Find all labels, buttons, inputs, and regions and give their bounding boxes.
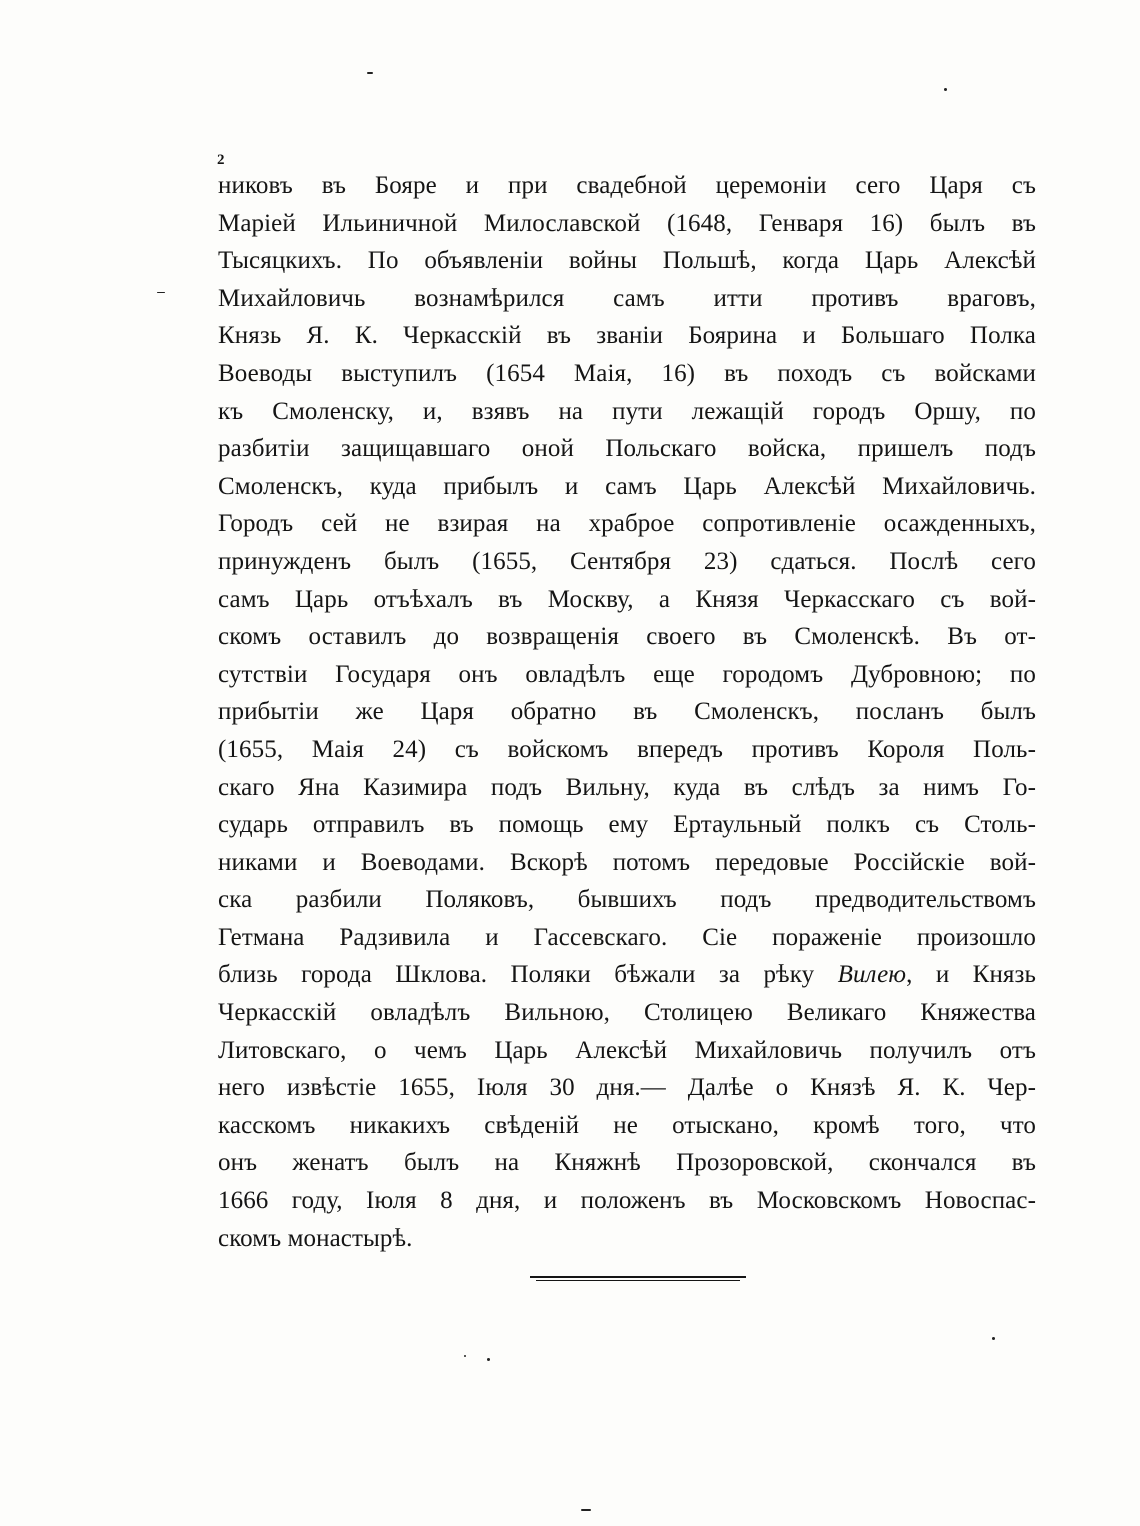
text-line: онъ женатъ былъ на Княжнѣ Прозоровской, скончался въ xyxy=(218,1149,1036,1177)
text-line: Смоленскъ, куда прибылъ и самъ Царь Алексѣй Михайловичь. xyxy=(218,472,1036,500)
text-line: касскомъ никакихъ свѣденій не отыскано, кромѣ того, что xyxy=(218,1111,1036,1139)
text-line: него извѣстіе 1655, Іюля 30 дня.— Далѣе о Князѣ Я. К. Чер- xyxy=(218,1074,1036,1102)
text-line: прибытіи же Царя обратно въ Смоленскъ, посланъ былъ xyxy=(218,698,1036,726)
text-line: разбитіи защищавшаго оной Польскаго войска, пришелъ подъ xyxy=(218,435,1036,463)
scan-speck xyxy=(464,1355,466,1357)
text-line: (1655, Мaія 24) съ войскомъ впередъ противъ Короля Поль- xyxy=(218,735,1036,763)
text-line: Городъ сей не взирая на храброе сопротивленіе осажденныхъ, xyxy=(218,510,1036,538)
text-line: никами и Воеводами. Вскорѣ потомъ передовые Россійскіе вой- xyxy=(218,848,1036,876)
text-line: Князь Я. К. Черкасскій въ званіи Боярина и Большаго Полка xyxy=(218,322,1036,350)
scan-speck xyxy=(581,1509,591,1511)
text-line: Маріей Ильиничной Милославской (1648, Генваря 16) былъ въ xyxy=(218,209,1036,237)
page-number: 2 xyxy=(217,152,225,168)
text-line: сударь отправилъ въ помощь ему Ертаульный полкъ съ Столь- xyxy=(218,811,1036,839)
scan-speck xyxy=(992,1337,995,1340)
scan-speck xyxy=(944,88,947,91)
text-line: никовъ въ Бояре и при свадебной церемоніи сего Царя съ xyxy=(218,172,1036,199)
text-line: принужденъ былъ (1655, Сентября 23) сдаться. Послѣ сего xyxy=(218,547,1036,575)
scan-speck xyxy=(367,72,373,74)
text-line: Черкасскій овладѣлъ Вильною, Столицею Великаго Княжества xyxy=(218,999,1036,1027)
text-line: Тысяцкихъ. По объявленіи войны Польшѣ, когда Царь Алексѣй xyxy=(218,247,1036,275)
text-line: сутствіи Государя онъ овладѣлъ еще городомъ Дубровною; по xyxy=(218,660,1036,688)
text-line: къ Смоленску, и, взявъ на пути лежащій городъ Оршу, по xyxy=(218,397,1036,425)
text-line: Гетмана Радзивила и Гассевскаго. Сіе пораженіе произошло xyxy=(218,923,1036,951)
text-line: Воеводы выступилъ (1654 Мaія, 16) въ походъ съ войсками xyxy=(218,359,1036,387)
scan-speck xyxy=(487,1358,490,1361)
text-line: скаго Яна Казимира подъ Вильну, куда въ слѣдъ за нимъ Го- xyxy=(218,773,1036,801)
text-line: скомъ оставилъ до возвращенія своего въ Смоленскѣ. Въ от- xyxy=(218,623,1036,651)
text-line: 1666 году, Іюля 8 дня, и положенъ въ Московскомъ Новоспас- xyxy=(218,1187,1036,1215)
text-line: самъ Царь отъѣхалъ въ Москву, а Князя Черкасскаго съ вой- xyxy=(218,585,1036,613)
text-line: ска разбили Поляковъ, бывшихъ подъ предводительствомъ xyxy=(218,886,1036,914)
text-line: Литовскаго, о чемъ Царь Алексѣй Михайловичь получилъ отъ xyxy=(218,1036,1036,1064)
text-line: Михайловичь вознамѣрился самъ итти противъ враговъ, xyxy=(218,284,1036,312)
body-text xyxy=(218,167,1036,1257)
text-line: близь города Шклова. Поляки бѣжали за рѣку Вилею, и Князь xyxy=(218,961,1036,989)
end-rule xyxy=(530,1276,746,1278)
text-line: скомъ монастырѣ. xyxy=(218,1224,413,1252)
italic-word: Вилею xyxy=(837,961,907,989)
scan-speck xyxy=(157,292,165,293)
